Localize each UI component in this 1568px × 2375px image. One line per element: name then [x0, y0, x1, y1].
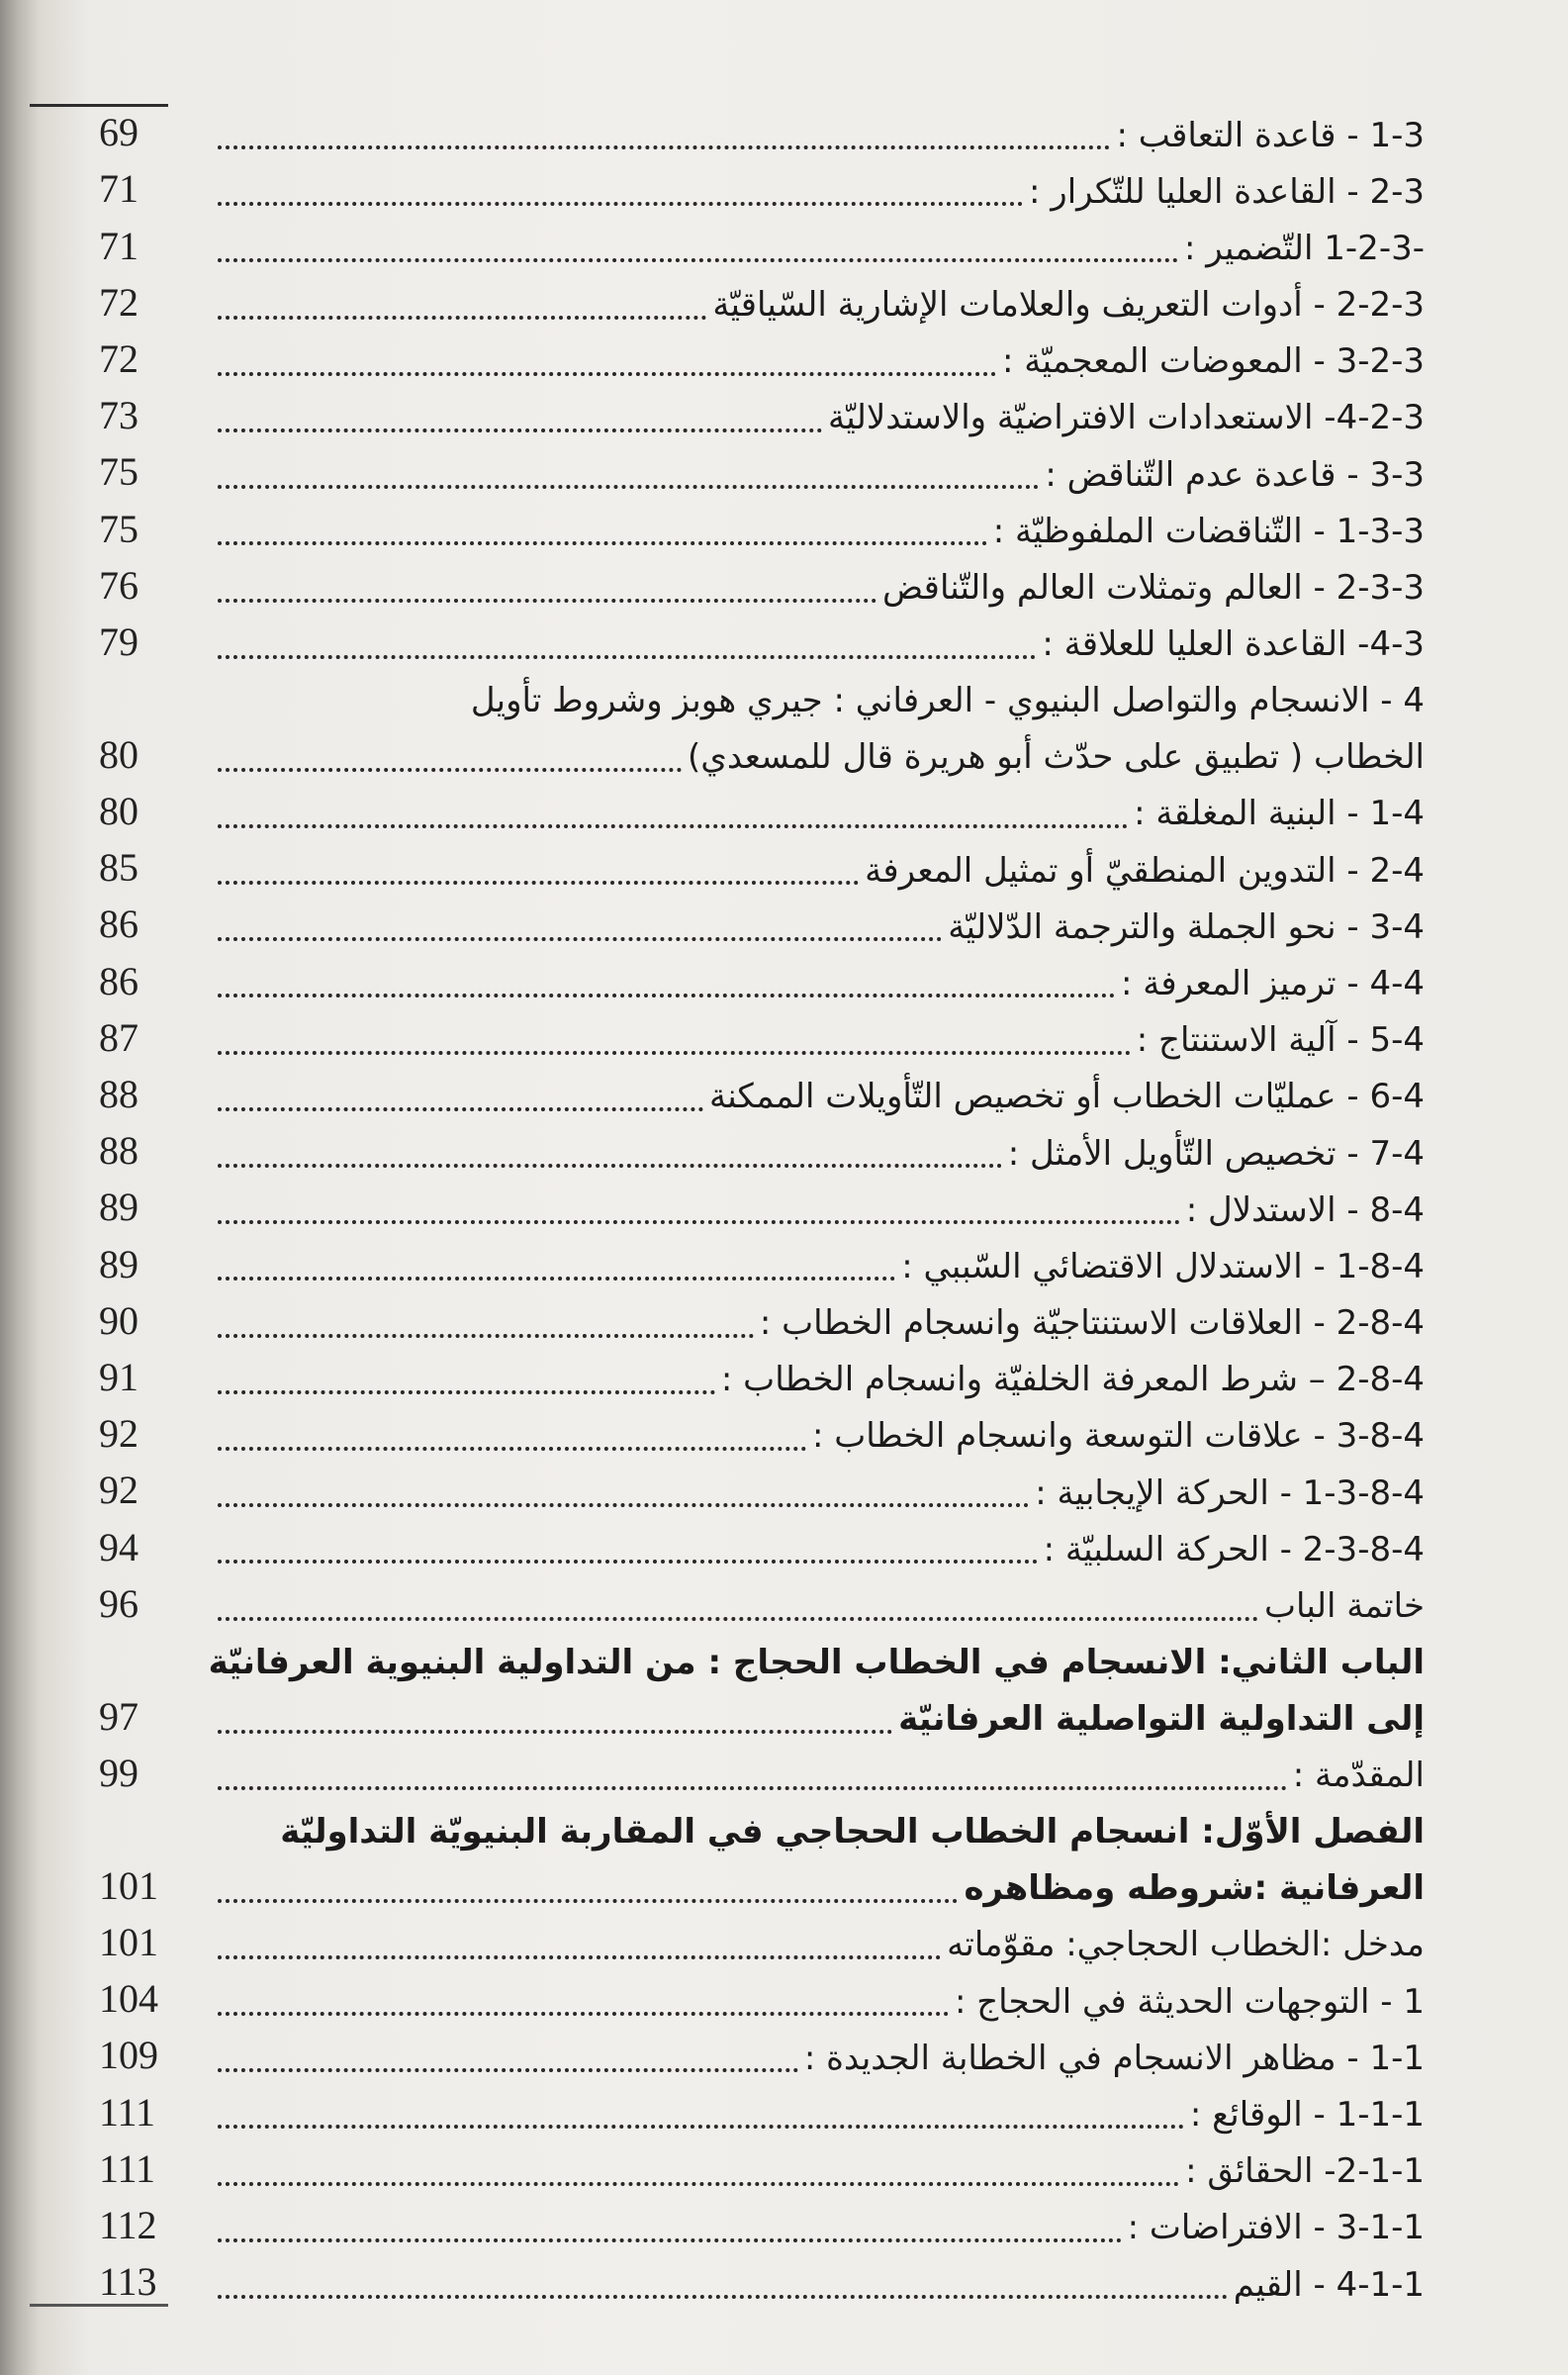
toc-page-number: 90	[99, 1297, 138, 1343]
toc-line	[218, 955, 1425, 1011]
toc-entry-text	[218, 1238, 1425, 1294]
dot-leader	[218, 2256, 1228, 2313]
toc-entry-text	[218, 1182, 1425, 1238]
dot-leader	[218, 446, 1039, 503]
toc-line	[218, 1973, 1425, 2030]
toc-entry-text	[218, 786, 1425, 842]
toc-page-number: 80	[99, 731, 138, 777]
toc-page-number: 99	[99, 1750, 138, 1795]
toc-title: 2-4 - التدوين المنطقيّ أو تمثيل المعرفة	[865, 850, 1425, 891]
toc-title: 2-2-3 - أدوات التعريف والعلامات الإشارية السّياقيّة	[712, 285, 1425, 326]
toc-line	[218, 277, 1425, 333]
toc-line	[218, 333, 1425, 390]
toc-page-number: 86	[99, 902, 138, 947]
toc-entry-text	[218, 1917, 1425, 1973]
toc-line	[218, 163, 1425, 220]
toc-line	[218, 1691, 1425, 1748]
dot-leader	[218, 1860, 958, 1917]
dot-leader	[218, 1352, 715, 1408]
toc-entry-text	[218, 163, 1425, 220]
toc-entry-text	[218, 390, 1425, 446]
toc-title: مدخل :الخطاب الحجاجي: مقوّماته	[947, 1925, 1425, 1965]
toc-title: -1-2-3 التّضمير :	[1183, 228, 1425, 268]
toc-line	[218, 2143, 1425, 2200]
toc-line	[218, 1521, 1425, 1577]
toc-page-number: 86	[99, 958, 138, 1003]
toc-entry	[40, 560, 1425, 617]
toc-entry	[40, 1295, 1425, 1352]
toc-entry-text	[218, 1012, 1425, 1069]
toc-entry	[40, 1352, 1425, 1408]
toc-entry	[40, 1578, 1425, 1635]
toc-title: 3-8-4 - علاقات التوسعة وانسجام الخطاب :	[812, 1416, 1425, 1457]
dot-leader	[218, 1069, 703, 1125]
dot-leader	[218, 220, 1178, 276]
toc-page-number: 72	[99, 279, 138, 325]
toc-entry-text	[218, 277, 1425, 333]
toc-entry-text	[218, 899, 1425, 955]
toc-entry	[40, 446, 1425, 503]
dot-leader	[218, 390, 822, 446]
bottom-rule	[30, 2304, 168, 2307]
toc-title: خاتمة الباب	[1264, 1586, 1425, 1626]
toc-entry	[40, 2143, 1425, 2200]
toc-page-number: 76	[99, 562, 138, 608]
toc-page-number: 73	[99, 393, 138, 438]
toc-entry-text	[218, 1069, 1425, 1125]
toc-line	[218, 1012, 1425, 1069]
toc-entry	[40, 1238, 1425, 1294]
dot-leader	[218, 786, 1128, 842]
dot-leader	[218, 1408, 806, 1465]
toc-entry-text	[218, 1521, 1425, 1577]
toc-entry-text	[218, 2256, 1425, 2313]
toc-entry	[40, 163, 1425, 220]
toc-title: 4-4 - ترميز المعرفة :	[1120, 963, 1425, 1003]
dot-leader	[218, 163, 1023, 220]
table-of-contents	[40, 107, 1425, 2313]
toc-title: 4-1-1 - القيم	[1233, 2264, 1425, 2305]
toc-entry	[40, 1973, 1425, 2030]
toc-title: 4-3- القاعدة العليا للعلاقة :	[1042, 624, 1425, 665]
toc-line	[218, 786, 1425, 842]
toc-page-number: 91	[99, 1354, 138, 1399]
toc-title: 1-4 - البنية المغلقة :	[1134, 794, 1425, 834]
toc-line	[218, 1182, 1425, 1238]
toc-page-number: 71	[99, 166, 138, 212]
toc-entry-text	[218, 333, 1425, 390]
toc-entry-text	[218, 842, 1425, 899]
toc-page-number: 92	[99, 1468, 138, 1513]
toc-page-number: 111	[99, 2089, 156, 2135]
toc-line	[218, 1917, 1425, 1973]
dot-leader	[218, 560, 876, 617]
toc-entry-text	[218, 1804, 1425, 1917]
toc-entry	[40, 1408, 1425, 1465]
toc-entry-text	[218, 1748, 1425, 1804]
dot-leader	[218, 899, 942, 955]
toc-line	[218, 1578, 1425, 1635]
dot-leader	[218, 1521, 1038, 1577]
dot-leader	[218, 333, 996, 390]
toc-title: 3-1-1 - الافتراضات :	[1127, 2208, 1425, 2248]
toc-title: 2-8-4 – شرط المعرفة الخلفيّة وانسجام الخطاب :	[720, 1360, 1425, 1400]
toc-entry	[40, 2030, 1425, 2086]
toc-entry-text	[218, 1408, 1425, 1465]
toc-entry-text	[218, 1465, 1425, 1521]
toc-entry-text	[218, 2030, 1425, 2086]
dot-leader	[218, 1125, 1002, 1182]
toc-page-number: 109	[99, 2033, 158, 2078]
toc-page-number: 71	[99, 223, 138, 268]
toc-title: المقدّمة :	[1292, 1756, 1425, 1796]
toc-entry	[40, 673, 1425, 786]
toc-page-number: 75	[99, 506, 138, 551]
toc-title: العرفانية :شروطه ومظاهره	[964, 1868, 1425, 1909]
dot-leader	[218, 277, 706, 333]
toc-title: 2-1-1- الحقائق :	[1185, 2151, 1425, 2192]
toc-entry-text	[218, 1295, 1425, 1352]
toc-line	[218, 107, 1425, 163]
toc-title: 2-8-4 - العلاقات الاستنتاجيّة وانسجام الخطاب :	[759, 1303, 1425, 1344]
toc-page-number: 87	[99, 1014, 138, 1060]
toc-entry-text	[218, 2086, 1425, 2142]
toc-title: 3-4 - نحو الجملة والترجمة الدّلاليّة	[948, 906, 1425, 947]
toc-line	[218, 2200, 1425, 2256]
toc-line	[218, 1238, 1425, 1294]
toc-title: 2-3 - القاعدة العليا للتّكرار :	[1029, 171, 1425, 212]
dot-leader	[218, 1578, 1258, 1635]
toc-entry	[40, 1012, 1425, 1069]
toc-entry	[40, 2200, 1425, 2256]
dot-leader	[218, 1012, 1131, 1069]
toc-line	[218, 2030, 1425, 2086]
dot-leader	[218, 107, 1110, 163]
toc-line	[218, 1408, 1425, 1465]
toc-entry-text	[218, 503, 1425, 559]
toc-title: 1-1 - مظاهر الانسجام في الخطابة الجديدة :	[803, 2038, 1425, 2078]
toc-entry-text	[218, 220, 1425, 276]
toc-entry	[40, 2086, 1425, 2142]
toc-line	[218, 1465, 1425, 1521]
dot-leader	[218, 842, 859, 899]
dot-leader	[218, 617, 1036, 673]
toc-entry-text	[218, 107, 1425, 163]
dot-leader	[218, 1748, 1287, 1804]
toc-entry-text	[218, 955, 1425, 1011]
toc-line	[218, 503, 1425, 559]
dot-leader	[218, 2143, 1179, 2200]
toc-title: 6-4 - عمليّات الخطاب أو تخصيص التّأويلات الممكنة	[709, 1077, 1425, 1117]
toc-page-number: 89	[99, 1185, 138, 1230]
dot-leader	[218, 1238, 895, 1294]
toc-line	[218, 1125, 1425, 1182]
toc-page-number: 79	[99, 618, 138, 664]
toc-entry	[40, 1465, 1425, 1521]
toc-entry	[40, 1748, 1425, 1804]
toc-line	[218, 1804, 1425, 1860]
toc-line	[218, 673, 1425, 729]
toc-entry	[40, 786, 1425, 842]
toc-page-number: 92	[99, 1411, 138, 1457]
toc-title: إلى التداولية التواصلية العرفانيّة	[898, 1699, 1425, 1740]
toc-entry	[40, 107, 1425, 163]
dot-leader	[218, 2030, 798, 2086]
toc-line	[218, 390, 1425, 446]
toc-entry-text	[218, 1973, 1425, 2030]
toc-line	[218, 1748, 1425, 1804]
toc-page-number: 88	[99, 1128, 138, 1174]
toc-entry	[40, 955, 1425, 1011]
toc-entry	[40, 503, 1425, 559]
toc-line	[218, 617, 1425, 673]
toc-line	[218, 1295, 1425, 1352]
toc-title: 1-8-4 - الاستدلال الاقتضائي السّببي :	[901, 1246, 1425, 1286]
toc-title: 1 - التوجهات الحديثة في الحجاج :	[954, 1981, 1425, 2022]
toc-entry	[40, 1635, 1425, 1748]
toc-title: 7-4 - تخصيص التّأويل الأمثل :	[1007, 1133, 1425, 1174]
dot-leader	[218, 1465, 1029, 1521]
toc-entry	[40, 842, 1425, 899]
toc-title: 5-4 - آلية الاستنتاج :	[1136, 1020, 1425, 1061]
toc-page-number: 113	[99, 2259, 157, 2305]
toc-page-number: 69	[99, 110, 138, 155]
toc-entry	[40, 220, 1425, 276]
toc-entry	[40, 1125, 1425, 1182]
toc-title: 1-3-3 - التّناقضات الملفوظيّة :	[992, 511, 1425, 551]
toc-entry	[40, 277, 1425, 333]
toc-title: 4 - الانسجام والتواصل البنيوي - العرفاني : جيري هوبز وشروط تأويل	[470, 681, 1425, 721]
toc-entry	[40, 1069, 1425, 1125]
toc-title: 1-1-1 - الوقائع :	[1189, 2094, 1425, 2135]
toc-line	[218, 1352, 1425, 1408]
toc-line	[218, 899, 1425, 955]
toc-line	[218, 1069, 1425, 1125]
toc-title: 3-3 - قاعدة عدم التّناقض :	[1045, 454, 1425, 495]
toc-line	[218, 220, 1425, 276]
toc-entry-text	[218, 2143, 1425, 2200]
dot-leader	[218, 1691, 892, 1748]
toc-title: 8-4 - الاستدلال :	[1185, 1189, 1425, 1230]
toc-page-number: 97	[99, 1693, 138, 1739]
dot-leader	[218, 1182, 1180, 1238]
toc-entry-text	[218, 1352, 1425, 1408]
toc-page-number: 72	[99, 335, 138, 381]
dot-leader	[218, 1917, 941, 1973]
toc-title: 3-2-3 - المعوضات المعجميّة :	[1001, 341, 1425, 382]
toc-page-number: 80	[99, 789, 138, 834]
toc-entry	[40, 1804, 1425, 1917]
toc-line	[218, 2256, 1425, 2313]
toc-line	[218, 842, 1425, 899]
toc-entry-text	[218, 560, 1425, 617]
toc-page-number: 111	[99, 2145, 156, 2191]
toc-entry-text	[208, 1635, 1425, 1748]
toc-title: 4-2-3- الاستعدادات الافتراضيّة والاستدلاليّة	[827, 398, 1425, 438]
dot-leader	[218, 1295, 754, 1352]
toc-page-number: 101	[99, 1862, 158, 1908]
toc-title: الباب الثاني: الانسجام في الخطاب الحجاج : من التداولية البنيوية العرفانيّة	[208, 1643, 1425, 1683]
toc-entry	[40, 333, 1425, 390]
toc-title: 2-3-3 - العالم وتمثلات العالم والتّناقض	[882, 568, 1425, 608]
dot-leader	[218, 503, 987, 559]
toc-page-number: 88	[99, 1072, 138, 1116]
toc-entry-text	[218, 1578, 1425, 1635]
toc-page-number: 101	[99, 1920, 158, 1965]
toc-page-number: 96	[99, 1580, 138, 1626]
toc-page-number: 94	[99, 1524, 138, 1569]
toc-page-number: 75	[99, 449, 138, 495]
toc-entry	[40, 390, 1425, 446]
toc-page-number: 89	[99, 1241, 138, 1286]
toc-entry-text	[218, 617, 1425, 673]
toc-line	[218, 2086, 1425, 2142]
toc-entry-text	[218, 1125, 1425, 1182]
toc-page-number: 112	[99, 2203, 157, 2247]
toc-line	[218, 729, 1425, 786]
toc-title: 1-3 - قاعدة التعاقب :	[1116, 115, 1425, 155]
dot-leader	[218, 729, 682, 786]
toc-line	[218, 1860, 1425, 1917]
toc-entry	[40, 1917, 1425, 1973]
toc-title: 1-3-8-4 - الحركة الإيجابية :	[1035, 1472, 1425, 1513]
dot-leader	[218, 1973, 949, 2030]
toc-entry	[40, 899, 1425, 955]
toc-line	[218, 560, 1425, 617]
toc-title: الفصل الأوّل: انسجام الخطاب الحجاجي في المقاربة البنيويّة التداوليّة	[280, 1812, 1425, 1852]
toc-title: الخطاب ( تطبيق على حدّث أبو هريرة قال للمسعدي)	[688, 737, 1425, 778]
toc-entry	[40, 1521, 1425, 1577]
toc-entry	[40, 2256, 1425, 2313]
toc-entry	[40, 1182, 1425, 1238]
toc-title: 2-3-8-4 - الحركة السلبيّة :	[1043, 1529, 1425, 1569]
toc-entry	[40, 617, 1425, 673]
toc-line	[218, 446, 1425, 503]
dot-leader	[218, 2200, 1122, 2256]
toc-entry-text	[218, 446, 1425, 503]
toc-page-number: 104	[99, 1976, 158, 2022]
toc-page-number: 85	[99, 845, 138, 891]
dot-leader	[218, 2086, 1184, 2142]
toc-entry-text	[218, 673, 1425, 786]
toc-entry-text	[218, 2200, 1425, 2256]
dot-leader	[218, 955, 1115, 1011]
toc-line	[208, 1635, 1425, 1691]
